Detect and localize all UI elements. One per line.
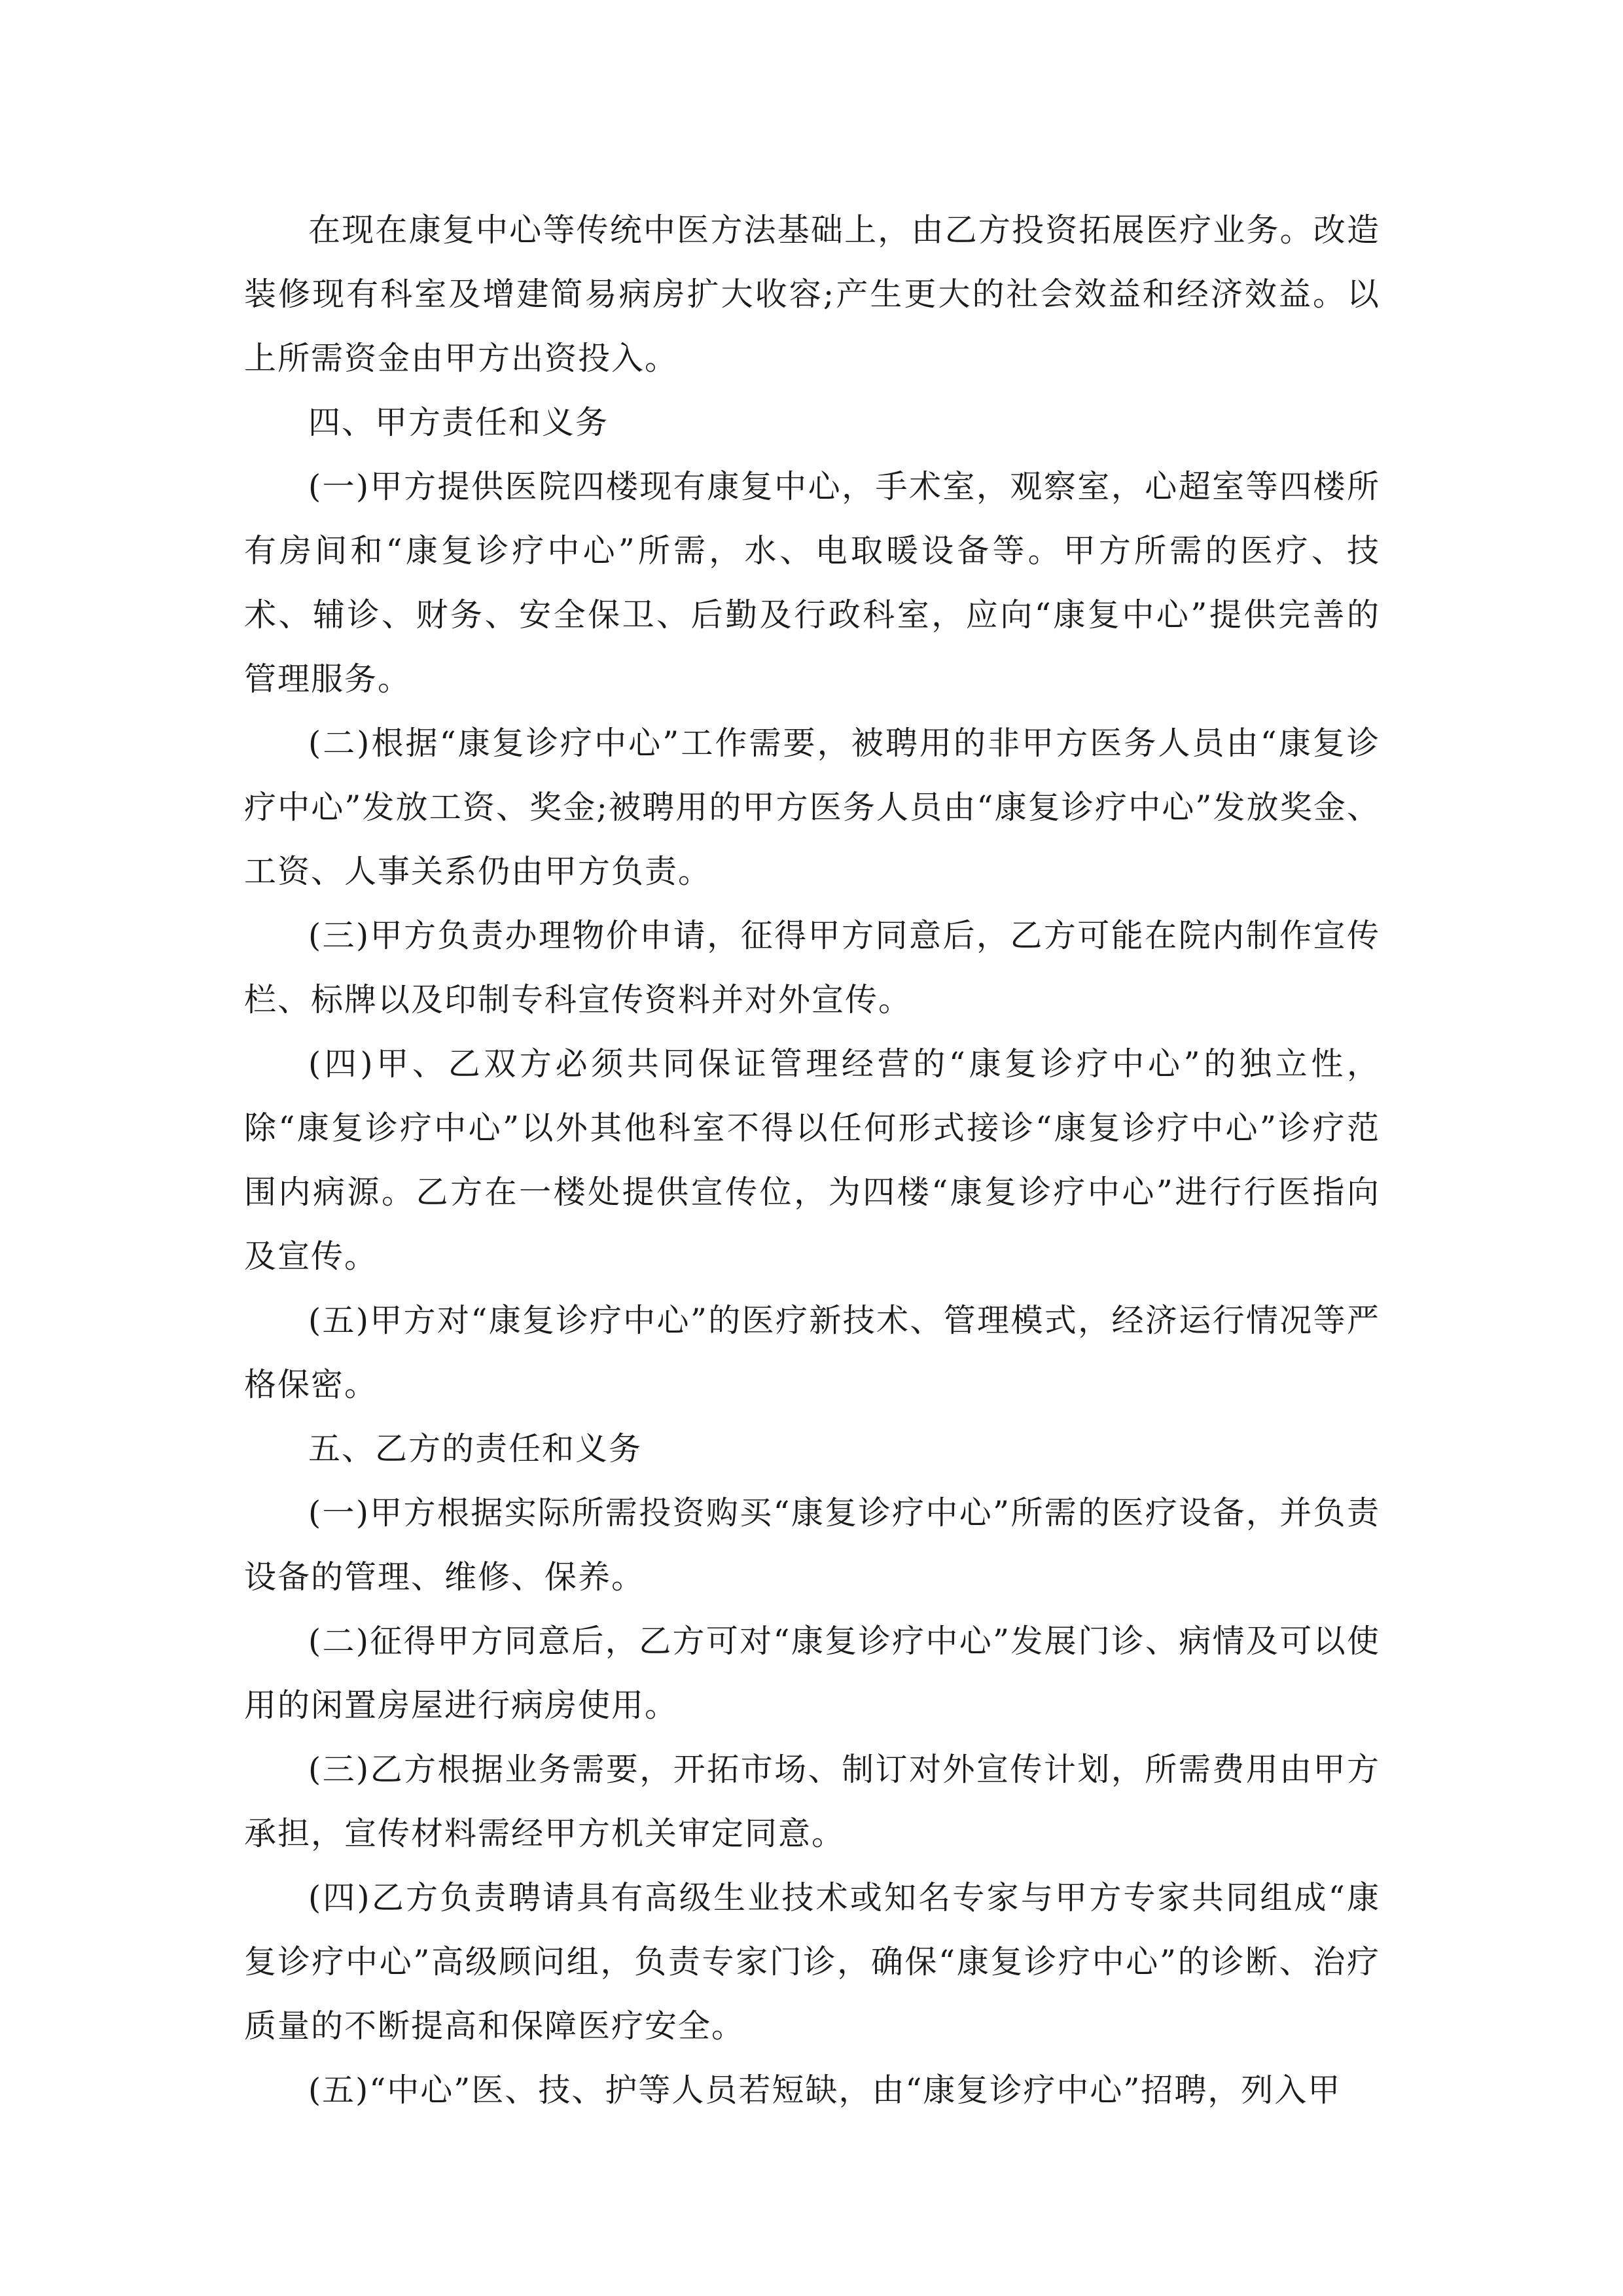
party-b-clause-4: (四)乙方负责聘请具有高级生业技术或知名专家与甲方专家共同组成“康复诊疗中心”高级顾问组，负责专家门诊，确保“康复诊疗中心”的诊断、治疗质量的不断提高和保障医疗安全。 [244, 1879, 1380, 2045]
party-a-clause-4: (四)甲、乙双方必须共同保证管理经营的“康复诊疗中心”的独立性，除“康复诊疗中心”以外其他科室不得以任何形式接诊“康复诊疗中心”诊疗范围内病源。乙方在一楼处提供宣传位，为四楼“康复诊疗中心”进行行医指向及宣传。 [244, 1045, 1380, 1275]
party-b-clause-5: (五)“中心”医、技、护等人员若短缺，由“康复诊疗中心”招聘，列入甲 [308, 2072, 1342, 2109]
section-heading-party-a-duties: 四、甲方责任和义务 [308, 404, 609, 441]
document-body [244, 198, 1380, 2123]
party-b-clause-2: (二)征得甲方同意后，乙方可对“康复诊疗中心”发展门诊、病情及可以使用的闲置房屋进行病房使用。 [244, 1623, 1380, 1724]
party-a-clause-3: (三)甲方负责办理物价申请，征得甲方同意后，乙方可能在院内制作宣传栏、标牌以及印制专科宣传资料并对外宣传。 [244, 917, 1380, 1018]
party-a-clause-5: (五)甲方对“康复诊疗中心”的医疗新技术、管理模式，经济运行情况等严格保密。 [244, 1302, 1380, 1403]
party-a-clause-1: (一)甲方提供医院四楼现有康复中心，手术室，观察室，心超室等四楼所有房间和“康复诊疗中心”所需，水、电取暖设备等。甲方所需的医疗、技术、辅诊、财务、安全保卫、后勤及行政科室，应向“康复中心”提供完善的管理服务。 [244, 468, 1380, 698]
party-a-clause-2: (二)根据“康复诊疗中心”工作需要，被聘用的非甲方医务人员由“康复诊疗中心”发放工资、奖金;被聘用的甲方医务人员由“康复诊疗中心”发放奖金、工资、人事关系仍由甲方负责。 [244, 725, 1380, 890]
party-b-clause-3: (三)乙方根据业务需要，开拓市场、制订对外宣传计划，所需费用由甲方承担，宣传材料需经甲方机关审定同意。 [244, 1751, 1380, 1852]
party-b-clause-1: (一)甲方根据实际所需投资购买“康复诊疗中心”所需的医疗设备，并负责设备的管理、维修、保养。 [244, 1494, 1380, 1596]
intro-paragraph: 在现在康复中心等传统中医方法基础上，由乙方投资拓展医疗业务。改造装修现有科室及增建简易病房扩大收容;产生更大的社会效益和经济效益。以上所需资金由甲方出资投入。 [244, 211, 1380, 377]
section-heading-party-b-duties: 五、乙方的责任和义务 [308, 1430, 643, 1467]
